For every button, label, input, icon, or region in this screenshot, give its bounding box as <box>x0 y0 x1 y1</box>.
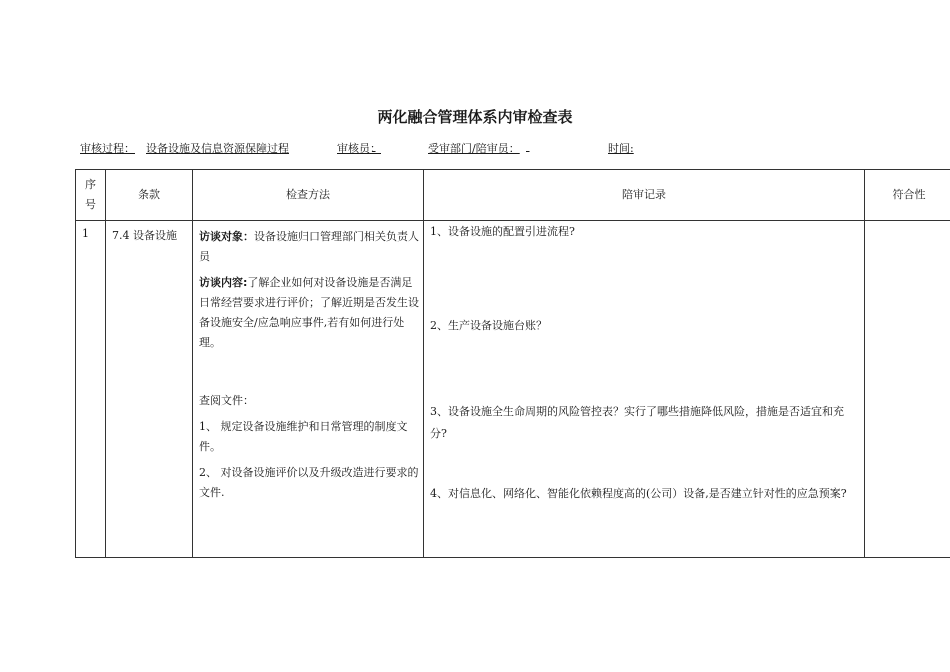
audit-checklist-table <box>75 169 950 558</box>
record-item-1: 1、设备设施的配置引进流程? <box>430 225 575 238</box>
auditor-blank <box>372 140 427 153</box>
cell-conformity <box>865 221 950 558</box>
interview-content: 访谈内容:了解企业如何对设备设施是否满足日常经营要求进行评价；了解近期是否发生设备设施安全/应急响应事件,若有如何进行处理。 <box>199 276 419 349</box>
header-conformity: 符合性 <box>865 170 950 221</box>
page-title: 两化融合管理体系内审检查表 <box>377 108 573 126</box>
cell-method <box>193 221 424 558</box>
cell-record <box>424 221 865 558</box>
dept-label: 受审部门/陪审员： <box>428 142 520 155</box>
header-record: 陪审记录 <box>424 170 865 221</box>
process-label: 审核过程： <box>80 142 135 155</box>
record-item-3: 3、设备设施全生命周期的风险管控表？实行了哪些措施降低风险，措施是否适宜和充分? <box>430 405 844 440</box>
auditor-label: 审核员： <box>337 142 381 155</box>
record-item-4: 4、对信息化、网络化、智能化依赖程度高的(公司）设备,是否建立针对性的应急预案? <box>430 487 847 500</box>
table-row <box>76 221 950 558</box>
cell-seq: 1 <box>76 221 106 558</box>
header-method: 检查方法 <box>193 170 424 221</box>
header-clause: 条款 <box>106 170 193 221</box>
process-value: 设备设施及信息资源保障过程 <box>146 142 289 155</box>
cell-clause: 7.4 设备设施 <box>106 221 193 558</box>
doc-item-2: 2、 对设备设施评价以及升级改造进行要求的文件. <box>199 466 419 499</box>
record-item-2: 2、生产设备设施台账？ <box>430 319 547 332</box>
table-header-row <box>76 170 950 221</box>
dept-blank <box>526 140 608 153</box>
doc-review-label: 查阅文件： <box>199 394 254 407</box>
time-label: 时间: <box>608 142 634 155</box>
interview-target: 访谈对象：设备设施归口管理部门相关负责人员 <box>199 230 419 263</box>
doc-item-1: 1、 规定设备设施维护和日常管理的制度文件。 <box>199 420 408 453</box>
header-seq: 序号 <box>76 170 106 221</box>
